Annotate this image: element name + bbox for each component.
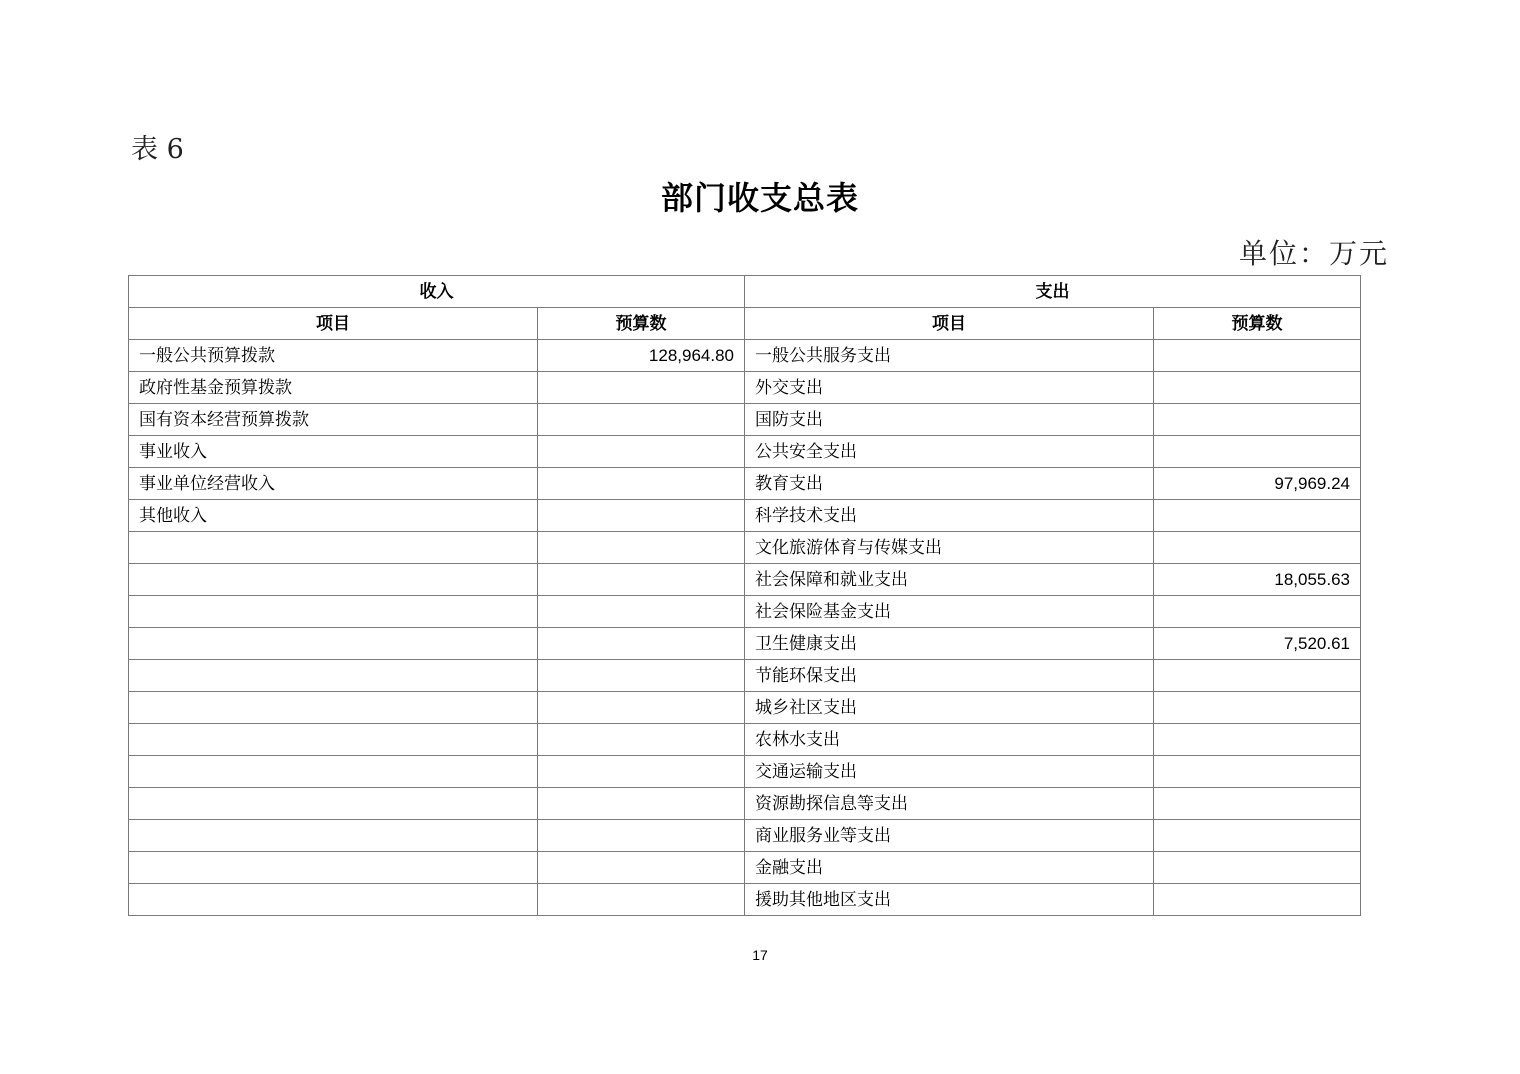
table-row bbox=[129, 468, 1361, 500]
income-amount-cell bbox=[538, 852, 745, 884]
table-row bbox=[129, 756, 1361, 788]
table-number-label: 表 6 bbox=[131, 134, 184, 165]
expense-item-cell: 商业服务业等支出 bbox=[745, 820, 1154, 852]
expense-item-cell: 外交支出 bbox=[745, 372, 1154, 404]
table-row bbox=[129, 532, 1361, 564]
income-amount-cell bbox=[538, 532, 745, 564]
table-row bbox=[129, 500, 1361, 532]
income-group-header: 收入 bbox=[129, 276, 745, 308]
income-item-cell bbox=[129, 660, 538, 692]
expense-amount-cell bbox=[1154, 884, 1361, 916]
expense-item-cell: 社会保障和就业支出 bbox=[745, 564, 1154, 596]
income-amount-cell bbox=[538, 564, 745, 596]
expense-amount-cell bbox=[1154, 340, 1361, 372]
income-item-cell: 一般公共预算拨款 bbox=[129, 340, 538, 372]
page-number: 17 bbox=[752, 947, 768, 963]
income-amount-cell bbox=[538, 436, 745, 468]
income-item-cell bbox=[129, 628, 538, 660]
table-row bbox=[129, 372, 1361, 404]
income-amount-cell bbox=[538, 756, 745, 788]
income-item-header: 项目 bbox=[129, 308, 538, 340]
expense-amount-cell: 7,520.61 bbox=[1154, 628, 1361, 660]
table-row bbox=[129, 596, 1361, 628]
expense-item-cell: 科学技术支出 bbox=[745, 500, 1154, 532]
expense-item-cell: 文化旅游体育与传媒支出 bbox=[745, 532, 1154, 564]
income-item-cell bbox=[129, 852, 538, 884]
income-amount-cell: 128,964.80 bbox=[538, 340, 745, 372]
table-row bbox=[129, 788, 1361, 820]
income-amount-cell bbox=[538, 372, 745, 404]
expense-item-cell: 公共安全支出 bbox=[745, 436, 1154, 468]
expense-amount-cell bbox=[1154, 852, 1361, 884]
expense-amount-cell bbox=[1154, 788, 1361, 820]
expense-item-cell: 节能环保支出 bbox=[745, 660, 1154, 692]
table-row bbox=[129, 564, 1361, 596]
income-amount-cell bbox=[538, 660, 745, 692]
income-amount-cell bbox=[538, 692, 745, 724]
income-amount-cell bbox=[538, 820, 745, 852]
income-item-cell bbox=[129, 532, 538, 564]
income-amount-cell bbox=[538, 500, 745, 532]
income-item-cell: 国有资本经营预算拨款 bbox=[129, 404, 538, 436]
income-item-cell: 政府性基金预算拨款 bbox=[129, 372, 538, 404]
income-item-cell: 事业单位经营收入 bbox=[129, 468, 538, 500]
table-row bbox=[129, 340, 1361, 372]
income-amount-cell bbox=[538, 724, 745, 756]
expense-amount-cell bbox=[1154, 500, 1361, 532]
income-amount-cell bbox=[538, 404, 745, 436]
income-item-cell bbox=[129, 820, 538, 852]
income-item-cell bbox=[129, 692, 538, 724]
income-item-cell: 其他收入 bbox=[129, 500, 538, 532]
income-item-cell: 事业收入 bbox=[129, 436, 538, 468]
expense-amount-cell bbox=[1154, 660, 1361, 692]
expense-amount-cell bbox=[1154, 724, 1361, 756]
expense-amount-cell: 97,969.24 bbox=[1154, 468, 1361, 500]
column-header-row bbox=[129, 308, 1361, 340]
table-row bbox=[129, 852, 1361, 884]
income-expense-summary-table bbox=[128, 275, 1361, 916]
income-item-cell bbox=[129, 564, 538, 596]
expense-item-cell: 援助其他地区支出 bbox=[745, 884, 1154, 916]
income-amount-cell bbox=[538, 788, 745, 820]
expense-amount-header: 预算数 bbox=[1154, 308, 1361, 340]
expense-item-cell: 资源勘探信息等支出 bbox=[745, 788, 1154, 820]
income-item-cell bbox=[129, 884, 538, 916]
income-item-cell bbox=[129, 756, 538, 788]
expense-item-cell: 教育支出 bbox=[745, 468, 1154, 500]
table-row bbox=[129, 660, 1361, 692]
expense-item-cell: 卫生健康支出 bbox=[745, 628, 1154, 660]
expense-amount-cell bbox=[1154, 532, 1361, 564]
income-amount-cell bbox=[538, 596, 745, 628]
table-row bbox=[129, 404, 1361, 436]
expense-amount-cell bbox=[1154, 820, 1361, 852]
expense-group-header: 支出 bbox=[745, 276, 1361, 308]
table-row bbox=[129, 628, 1361, 660]
expense-amount-cell bbox=[1154, 404, 1361, 436]
table-row bbox=[129, 884, 1361, 916]
expense-amount-cell bbox=[1154, 372, 1361, 404]
income-item-cell bbox=[129, 788, 538, 820]
expense-item-cell: 交通运输支出 bbox=[745, 756, 1154, 788]
expense-item-cell: 社会保险基金支出 bbox=[745, 596, 1154, 628]
expense-item-header: 项目 bbox=[745, 308, 1154, 340]
table-row bbox=[129, 724, 1361, 756]
table-row bbox=[129, 692, 1361, 724]
table-row bbox=[129, 436, 1361, 468]
expense-amount-cell bbox=[1154, 756, 1361, 788]
expense-item-cell: 城乡社区支出 bbox=[745, 692, 1154, 724]
group-header-row bbox=[129, 276, 1361, 308]
expense-item-cell: 农林水支出 bbox=[745, 724, 1154, 756]
expense-item-cell: 金融支出 bbox=[745, 852, 1154, 884]
table-row bbox=[129, 820, 1361, 852]
expense-amount-cell: 18,055.63 bbox=[1154, 564, 1361, 596]
income-amount-cell bbox=[538, 628, 745, 660]
income-amount-header: 预算数 bbox=[538, 308, 745, 340]
expense-item-cell: 一般公共服务支出 bbox=[745, 340, 1154, 372]
table-body bbox=[129, 340, 1361, 916]
unit-label: 单位：万元 bbox=[1238, 237, 1389, 270]
income-item-cell bbox=[129, 724, 538, 756]
income-amount-cell bbox=[538, 884, 745, 916]
page-title: 部门收支总表 bbox=[660, 179, 859, 217]
expense-amount-cell bbox=[1154, 596, 1361, 628]
expense-amount-cell bbox=[1154, 436, 1361, 468]
income-amount-cell bbox=[538, 468, 745, 500]
expense-item-cell: 国防支出 bbox=[745, 404, 1154, 436]
income-item-cell bbox=[129, 596, 538, 628]
expense-amount-cell bbox=[1154, 692, 1361, 724]
